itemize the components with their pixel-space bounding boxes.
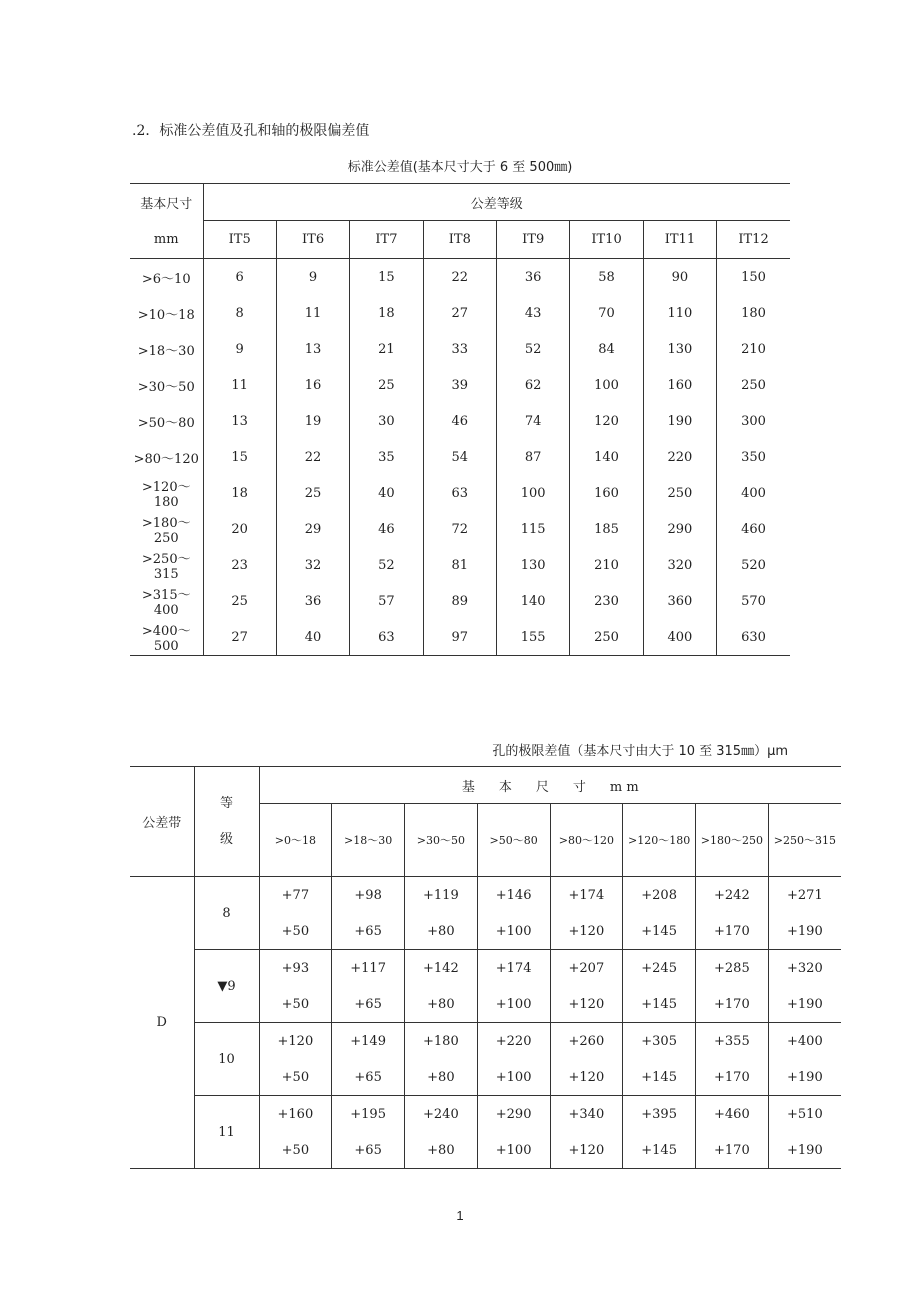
tolerance-value-cell: 62 — [497, 367, 570, 403]
lower-deviation-cell: +170 — [696, 986, 769, 1023]
lower-deviation-cell: +120 — [550, 986, 623, 1023]
tolerance-value-cell: 300 — [741, 413, 766, 429]
upper-deviation-cell: +220 — [477, 1023, 550, 1060]
tolerance-value-cell: 33 — [423, 331, 496, 367]
upper-deviation-cell: +355 — [696, 1023, 769, 1060]
upper-deviation-cell: +242 — [696, 877, 769, 914]
lower-deviation-cell: +190 — [768, 1132, 841, 1169]
tolerance-value-cell: 180 — [741, 305, 766, 321]
lower-deviation-cell: +100 — [477, 913, 550, 950]
size-header-unit: m m — [609, 779, 639, 795]
tolerance-value-cell: 250 — [643, 475, 716, 511]
tolerance-value-cell: 74 — [497, 403, 570, 439]
size-range-cell: >315～400 — [130, 583, 203, 619]
lower-deviation-cell: +80 — [405, 986, 478, 1023]
tolerance-value-cell: 97 — [423, 619, 496, 656]
table-row — [130, 547, 790, 583]
lower-deviation-cell: +100 — [477, 1059, 550, 1096]
grade-col-header: IT6 — [276, 221, 349, 259]
grade-col-header: IT7 — [350, 221, 423, 259]
tolerance-value-cell: 16 — [276, 367, 349, 403]
table-row — [130, 619, 790, 656]
tolerance-value-cell: 19 — [276, 403, 349, 439]
upper-deviation-cell: +160 — [259, 1096, 332, 1133]
tolerance-value-cell: 160 — [643, 367, 716, 403]
lower-deviation-cell: +50 — [259, 1132, 332, 1169]
tolerance-value-cell: 39 — [423, 367, 496, 403]
upper-deviation-cell: +149 — [332, 1023, 405, 1060]
zone-header: 公差带 — [130, 767, 194, 877]
grade-header-char-1: 等 — [219, 795, 233, 811]
tolerance-value-cell: 140 — [570, 439, 643, 475]
grade-cell: 11 — [194, 1096, 259, 1169]
lower-deviation-cell: +120 — [550, 913, 623, 950]
size-range-header: >30～50 — [405, 804, 478, 877]
tolerance-value-cell: 29 — [276, 511, 349, 547]
tolerance-value-cell: 9 — [203, 331, 276, 367]
table-row — [130, 475, 790, 511]
upper-deviation-cell: +290 — [477, 1096, 550, 1133]
table-row — [130, 367, 790, 403]
tolerance-value-cell: 155 — [497, 619, 570, 656]
tolerance-value-cell: 120 — [570, 403, 643, 439]
tolerance-value-cell: 350 — [741, 449, 766, 465]
size-range-cell: >6～10 — [130, 259, 203, 296]
lower-deviation-cell: +80 — [405, 913, 478, 950]
upper-deviation-cell: +142 — [405, 950, 478, 987]
tolerance-value-cell: 70 — [570, 295, 643, 331]
tolerance-value-cell: 130 — [497, 547, 570, 583]
size-range-header: >18～30 — [332, 804, 405, 877]
tolerance-value-cell: 32 — [276, 547, 349, 583]
tolerance-value-cell: 110 — [643, 295, 716, 331]
tolerance-value-cell: 220 — [643, 439, 716, 475]
tolerance-value-cell: 22 — [276, 439, 349, 475]
tolerance-value-cell: 400 — [741, 485, 766, 501]
upper-deviation-cell: +98 — [332, 877, 405, 914]
upper-deviation-cell: +174 — [477, 950, 550, 987]
size-range-cell: >400～500 — [130, 619, 203, 656]
upper-deviation-cell: +245 — [623, 950, 696, 987]
upper-deviation-cell: +120 — [259, 1023, 332, 1060]
table-row — [130, 295, 790, 331]
lower-deviation-cell: +145 — [623, 986, 696, 1023]
upper-deviation-cell: +119 — [405, 877, 478, 914]
tolerance-value-cell: 81 — [423, 547, 496, 583]
size-range-cell: >18～30 — [130, 331, 203, 367]
tolerance-value-cell: 100 — [497, 475, 570, 511]
upper-deviation-cell: +146 — [477, 877, 550, 914]
tolerance-value-cell: 11 — [203, 367, 276, 403]
upper-deviation-cell: +174 — [550, 877, 623, 914]
tolerance-value-cell: 27 — [203, 619, 276, 656]
tolerance-value-cell: 140 — [497, 583, 570, 619]
lower-deviation-cell: +145 — [623, 1132, 696, 1169]
page-number: 1 — [456, 1208, 464, 1223]
size-range-cell: >80～120 — [130, 439, 203, 475]
upper-deviation-cell: +285 — [696, 950, 769, 987]
tolerance-value-cell: 320 — [643, 547, 716, 583]
size-range-cell: >180～250 — [130, 511, 203, 547]
tolerance-value-cell: 520 — [741, 557, 766, 573]
tolerance-value-cell: 460 — [741, 521, 766, 537]
hole-deviation-table — [130, 766, 841, 1169]
grade-col-header: IT12 — [717, 221, 790, 259]
tolerance-value-cell: 22 — [423, 259, 496, 296]
table-row — [130, 439, 790, 475]
upper-deviation-cell: +260 — [550, 1023, 623, 1060]
grade-cell: ▼9 — [194, 950, 259, 1023]
tolerance-value-cell: 250 — [570, 619, 643, 656]
upper-deviation-cell: +207 — [550, 950, 623, 987]
upper-deviation-row — [130, 950, 841, 987]
size-header-char-4: 寸 — [572, 779, 586, 795]
upper-deviation-cell: +117 — [332, 950, 405, 987]
grade-col-header: IT9 — [497, 221, 570, 259]
upper-deviation-cell: +240 — [405, 1096, 478, 1133]
grade-cell: 10 — [194, 1023, 259, 1096]
size-header — [259, 767, 841, 804]
size-range-cell: >50～80 — [130, 403, 203, 439]
tolerance-value-cell: 6 — [203, 259, 276, 296]
tolerance-value-cell: 210 — [570, 547, 643, 583]
tolerance-value-cell: 100 — [570, 367, 643, 403]
size-range-header: >180～250 — [696, 804, 769, 877]
upper-deviation-cell: +208 — [623, 877, 696, 914]
tolerance-value-cell: 13 — [203, 403, 276, 439]
grade-col-header: IT5 — [203, 221, 276, 259]
tolerance-value-cell: 40 — [276, 619, 349, 656]
table1-title: 标准公差值(基本尺寸大于 6 至 500㎜) — [347, 160, 573, 175]
tolerance-value-cell: 630 — [717, 619, 790, 656]
standard-tolerance-table — [130, 183, 790, 656]
size-header-char-3: 尺 — [535, 779, 549, 795]
tolerance-value-cell: 52 — [350, 547, 423, 583]
upper-deviation-row — [130, 877, 841, 914]
lower-deviation-cell: +145 — [623, 913, 696, 950]
lower-deviation-cell: +190 — [768, 986, 841, 1023]
tolerance-value-cell: 13 — [276, 331, 349, 367]
tolerance-value-cell: 72 — [423, 511, 496, 547]
size-range-cell: >30～50 — [130, 367, 203, 403]
tolerance-value-cell: 87 — [497, 439, 570, 475]
size-range-header: >120～180 — [623, 804, 696, 877]
tolerance-value-cell: 40 — [350, 475, 423, 511]
grade-col-header: IT11 — [643, 221, 716, 259]
size-unit: mm — [130, 221, 203, 259]
size-range-header: >80～120 — [550, 804, 623, 877]
lower-deviation-cell: +190 — [768, 1059, 841, 1096]
size-header: 基本尺寸 — [130, 184, 203, 221]
grade-cell: 8 — [194, 877, 259, 950]
lower-deviation-cell: +50 — [259, 986, 332, 1023]
size-range-cell: >10～18 — [130, 295, 203, 331]
tolerance-value-cell: 250 — [741, 377, 766, 393]
tolerance-value-cell: 290 — [643, 511, 716, 547]
grade-header-char-2: 级 — [219, 831, 233, 847]
upper-deviation-row — [130, 1023, 841, 1060]
tolerance-value-cell: 15 — [203, 439, 276, 475]
upper-deviation-cell: +340 — [550, 1096, 623, 1133]
tolerance-value-cell: 9 — [276, 259, 349, 296]
tolerance-value-cell: 46 — [423, 403, 496, 439]
table-row — [130, 403, 790, 439]
tolerance-value-cell: 11 — [276, 295, 349, 331]
lower-deviation-cell: +120 — [550, 1059, 623, 1096]
lower-deviation-cell: +170 — [696, 913, 769, 950]
tolerance-value-cell: 130 — [643, 331, 716, 367]
tolerance-value-cell: 54 — [423, 439, 496, 475]
upper-deviation-cell: +395 — [623, 1096, 696, 1133]
tolerance-value-cell: 90 — [643, 259, 716, 296]
tolerance-value-cell: 210 — [741, 341, 766, 357]
tolerance-value-cell: 23 — [203, 547, 276, 583]
lower-deviation-cell: +80 — [405, 1059, 478, 1096]
tolerance-value-cell: 150 — [741, 269, 766, 285]
table2-title: 孔的极限差值（基本尺寸由大于 10 至 315㎜）μm — [492, 744, 788, 759]
zone-cell: D — [130, 877, 194, 1169]
lower-deviation-cell: +100 — [477, 986, 550, 1023]
upper-deviation-cell: +271 — [768, 877, 841, 914]
tolerance-value-cell: 27 — [423, 295, 496, 331]
tolerance-value-cell: 8 — [203, 295, 276, 331]
upper-deviation-cell: +180 — [405, 1023, 478, 1060]
grade-header — [194, 767, 259, 877]
tolerance-value-cell: 36 — [276, 583, 349, 619]
tolerance-value-cell: 84 — [570, 331, 643, 367]
upper-deviation-cell: +93 — [259, 950, 332, 987]
table-row — [130, 511, 790, 547]
lower-deviation-cell: +65 — [332, 913, 405, 950]
size-range-header: >250～315 — [768, 804, 841, 877]
tolerance-value-cell: 18 — [203, 475, 276, 511]
upper-deviation-cell: +77 — [259, 877, 332, 914]
tolerance-value-cell: 36 — [497, 259, 570, 296]
tolerance-value-cell: 15 — [350, 259, 423, 296]
table-row — [130, 331, 790, 367]
tolerance-value-cell: 25 — [350, 367, 423, 403]
grade-header: 公差等级 — [203, 184, 790, 221]
size-range-header: >50～80 — [477, 804, 550, 877]
tolerance-value-cell: 46 — [350, 511, 423, 547]
upper-deviation-cell: +195 — [332, 1096, 405, 1133]
lower-deviation-cell: +65 — [332, 986, 405, 1023]
upper-deviation-cell: +305 — [623, 1023, 696, 1060]
tolerance-value-cell: 52 — [497, 331, 570, 367]
size-range-header: >0～18 — [259, 804, 332, 877]
section-heading: .2．标准公差值及孔和轴的极限偏差值 — [132, 123, 370, 139]
tolerance-value-cell: 160 — [570, 475, 643, 511]
lower-deviation-cell: +100 — [477, 1132, 550, 1169]
tolerance-value-cell: 20 — [203, 511, 276, 547]
tolerance-value-cell: 570 — [741, 593, 766, 609]
lower-deviation-cell: +190 — [768, 913, 841, 950]
tolerance-value-cell: 43 — [497, 295, 570, 331]
upper-deviation-cell: +510 — [768, 1096, 841, 1133]
tolerance-value-cell: 400 — [643, 619, 716, 656]
tolerance-value-cell: 230 — [570, 583, 643, 619]
grade-col-header: IT10 — [570, 221, 643, 259]
tolerance-value-cell: 89 — [423, 583, 496, 619]
lower-deviation-cell: +50 — [259, 913, 332, 950]
tolerance-value-cell: 58 — [570, 259, 643, 296]
size-header-char-2: 本 — [498, 779, 512, 795]
lower-deviation-cell: +170 — [696, 1132, 769, 1169]
size-range-cell: >120～180 — [130, 475, 203, 511]
upper-deviation-cell: +320 — [768, 950, 841, 987]
lower-deviation-cell: +65 — [332, 1059, 405, 1096]
tolerance-value-cell: 115 — [497, 511, 570, 547]
tolerance-value-cell: 30 — [350, 403, 423, 439]
lower-deviation-cell: +50 — [259, 1059, 332, 1096]
table-row — [130, 259, 790, 296]
table-row — [130, 583, 790, 619]
grade-col-header: IT8 — [423, 221, 496, 259]
lower-deviation-cell: +145 — [623, 1059, 696, 1096]
lower-deviation-cell: +170 — [696, 1059, 769, 1096]
lower-deviation-cell: +80 — [405, 1132, 478, 1169]
tolerance-value-cell: 35 — [350, 439, 423, 475]
tolerance-value-cell: 25 — [203, 583, 276, 619]
tolerance-value-cell: 57 — [350, 583, 423, 619]
size-range-cell: >250～315 — [130, 547, 203, 583]
tolerance-value-cell: 185 — [570, 511, 643, 547]
upper-deviation-cell: +460 — [696, 1096, 769, 1133]
tolerance-value-cell: 21 — [350, 331, 423, 367]
lower-deviation-cell: +120 — [550, 1132, 623, 1169]
tolerance-value-cell: 190 — [643, 403, 716, 439]
size-header-char-1: 基 — [461, 779, 475, 795]
tolerance-value-cell: 63 — [350, 619, 423, 656]
upper-deviation-row — [130, 1096, 841, 1133]
tolerance-value-cell: 18 — [350, 295, 423, 331]
upper-deviation-cell: +400 — [768, 1023, 841, 1060]
tolerance-value-cell: 25 — [276, 475, 349, 511]
tolerance-value-cell: 360 — [643, 583, 716, 619]
lower-deviation-cell: +65 — [332, 1132, 405, 1169]
tolerance-value-cell: 63 — [423, 475, 496, 511]
